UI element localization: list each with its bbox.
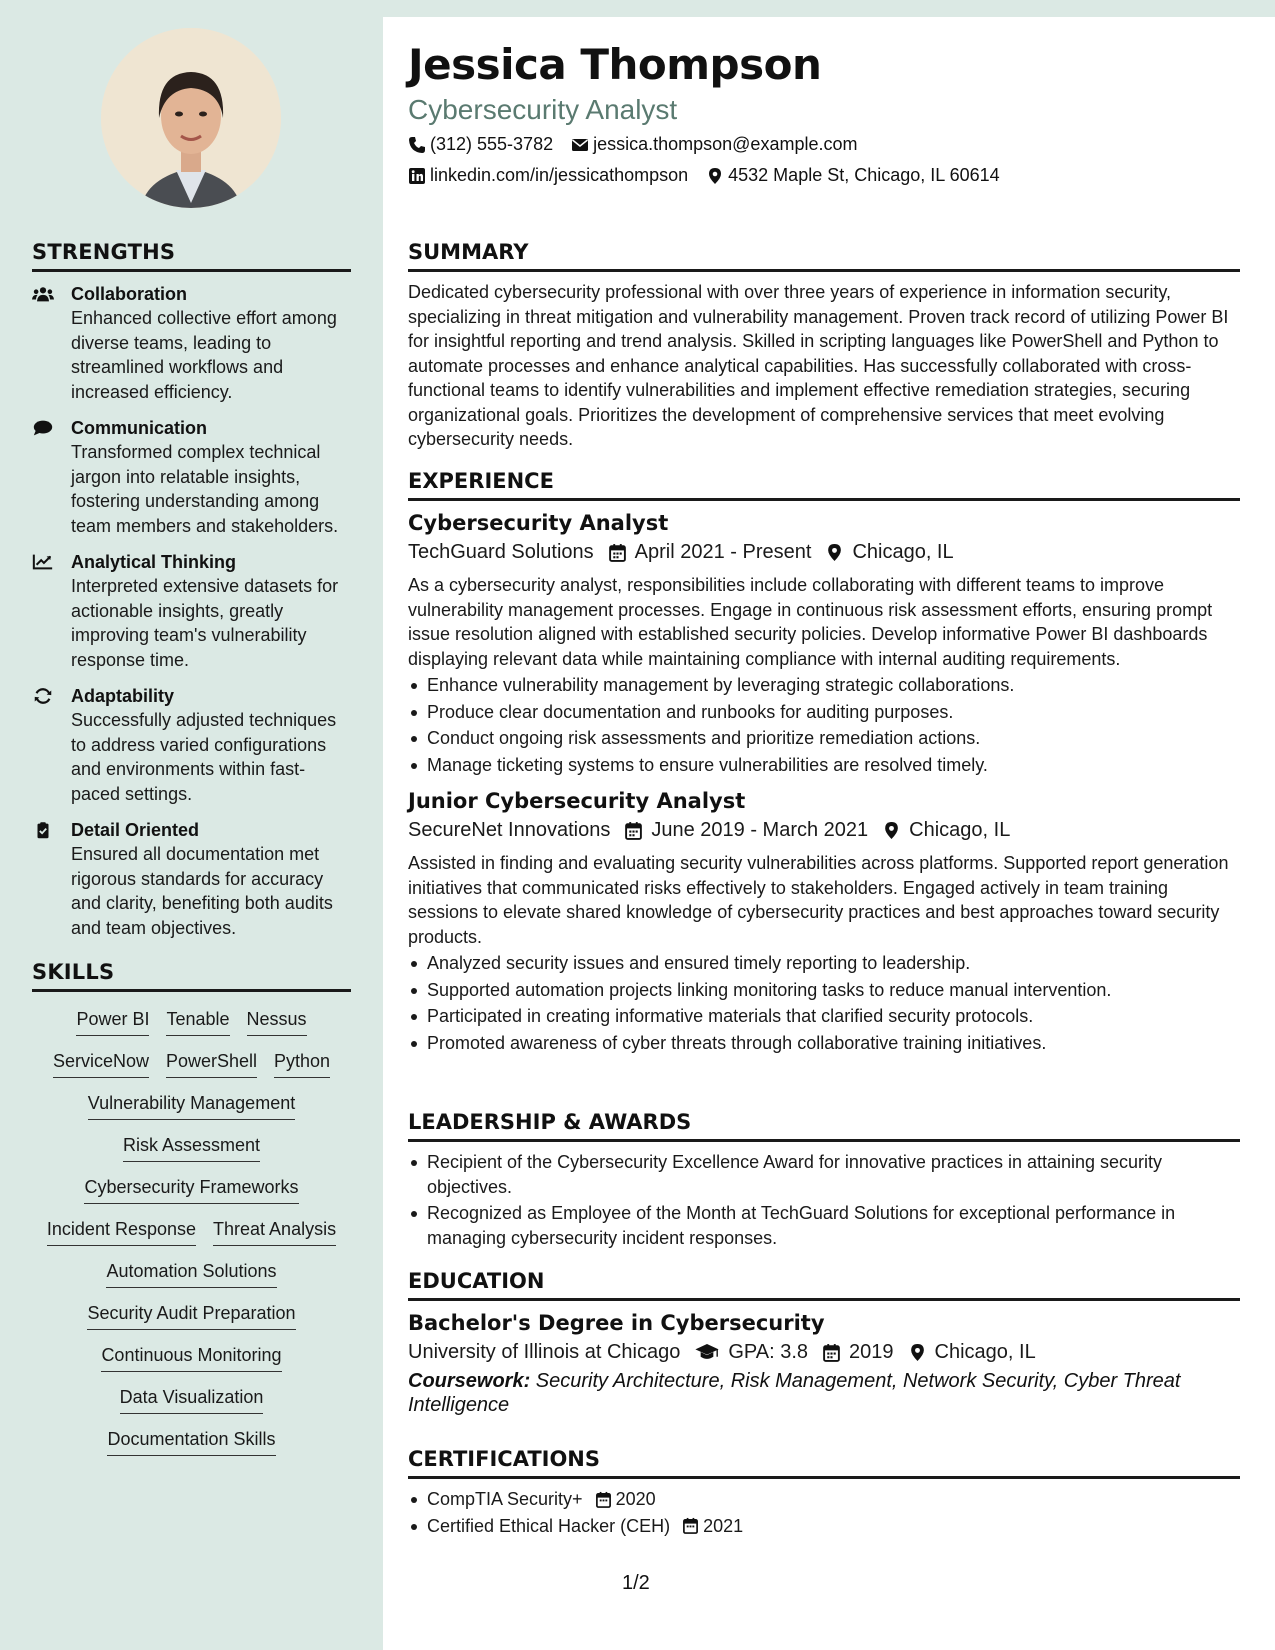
list-item bbox=[408, 1514, 1240, 1539]
list-item: Participated in creating informative materials that clarified security protocols. bbox=[408, 1004, 1240, 1029]
strength-item bbox=[32, 684, 351, 806]
experience-title: EXPERIENCE bbox=[408, 469, 1240, 501]
clipboard-check-icon bbox=[32, 818, 71, 940]
phone-icon bbox=[408, 136, 426, 154]
summary-title: SUMMARY bbox=[408, 240, 1240, 272]
skills-list bbox=[32, 1002, 351, 1456]
skill-tag: Data Visualization bbox=[120, 1386, 264, 1414]
strength-desc: Interpreted extensive datasets for actionable insights, greatly improving team's vulnerability response time. bbox=[71, 576, 339, 670]
list-item: Supported automation projects linking monitoring tasks to reduce manual intervention. bbox=[408, 978, 1240, 1003]
page-number: 1/2 bbox=[622, 1572, 650, 1594]
cert-name: Certified Ethical Hacker (CEH) bbox=[427, 1515, 671, 1536]
strength-item bbox=[32, 550, 351, 672]
sidebar-content bbox=[32, 240, 351, 1456]
sync-icon bbox=[32, 684, 71, 806]
strength-item bbox=[32, 282, 351, 404]
linkedin-text[interactable]: linkedin.com/in/jessicathompson bbox=[430, 165, 689, 185]
list-item: Analyzed security issues and ensured timely reporting to leadership. bbox=[408, 951, 1240, 976]
coursework-text: Security Architecture, Risk Management, Network Security, Cyber Threat Intelligence bbox=[408, 1370, 1181, 1416]
contact-row-1 bbox=[408, 134, 875, 155]
calendar-icon bbox=[822, 1343, 841, 1362]
strength-desc: Enhanced collective effort among diverse teams, leading to streamlined workflows and increased efficiency. bbox=[71, 308, 337, 402]
job-location bbox=[825, 537, 953, 567]
school-name: University of Illinois at Chicago bbox=[408, 1341, 681, 1363]
gpa bbox=[694, 1337, 808, 1367]
skill-tag: PowerShell bbox=[166, 1050, 257, 1078]
calendar-icon bbox=[595, 1491, 612, 1508]
skill-tag: ServiceNow bbox=[53, 1050, 149, 1078]
email-contact[interactable] bbox=[571, 134, 857, 155]
strength-title: Analytical Thinking bbox=[71, 552, 237, 572]
experience-section bbox=[408, 469, 1240, 1055]
job-meta bbox=[408, 537, 1240, 567]
list-item: Promoted awareness of cyber threats through collaborative training initiatives. bbox=[408, 1031, 1240, 1056]
address-text: 4532 Maple St, Chicago, IL 60614 bbox=[728, 165, 1000, 185]
coursework bbox=[408, 1369, 1240, 1417]
education-location bbox=[908, 1337, 1036, 1367]
job-bullets bbox=[408, 673, 1240, 777]
job-dates-text: June 2019 - March 2021 bbox=[651, 819, 869, 841]
map-marker-icon bbox=[825, 543, 844, 562]
job-company: TechGuard Solutions bbox=[408, 541, 594, 563]
skill-tag: Documentation Skills bbox=[107, 1428, 275, 1456]
strength-title: Adaptability bbox=[71, 686, 175, 706]
job-description: As a cybersecurity analyst, responsibilities include collaborating with different teams to improve vulnerability management processes. Engage in continuous risk assessment efforts, ensuring prompt issue resolution aligned with established security policies. Develop informative Power BI dashboards displaying relevant data while maintaining compliance with internal auditing requirements. bbox=[408, 575, 1213, 669]
job-title: Cybersecurity Analyst bbox=[408, 511, 669, 535]
skill-tag: Python bbox=[274, 1050, 330, 1078]
graduation-year bbox=[822, 1337, 894, 1367]
candidate-role: Cybersecurity Analyst bbox=[408, 94, 678, 125]
job-company: SecureNet Innovations bbox=[408, 819, 611, 841]
skill-tag: Automation Solutions bbox=[106, 1260, 276, 1288]
strength-item bbox=[32, 818, 351, 940]
strength-desc: Ensured all documentation met rigorous standards for accuracy and clarity, benefiting both audits and team objectives. bbox=[71, 844, 333, 938]
job-meta bbox=[408, 815, 1240, 845]
job-description: Assisted in finding and evaluating security vulnerabilities across platforms. Supported report generation initiatives that communicated risks effectively to stakeholders. Engaged actively in team training sessions to elevate shared knowledge of cybersecurity practices and best approaches toward security products. bbox=[408, 853, 1229, 947]
strength-title: Collaboration bbox=[71, 284, 187, 304]
contact-row-2 bbox=[408, 165, 1018, 186]
cert-name: CompTIA Security+ bbox=[427, 1489, 583, 1509]
list-item: Produce clear documentation and runbooks for auditing purposes. bbox=[408, 700, 1240, 725]
education-section bbox=[408, 1269, 1240, 1417]
skill-tag: Threat Analysis bbox=[213, 1218, 336, 1246]
chart-line-icon bbox=[32, 550, 71, 672]
phone-contact bbox=[408, 134, 553, 155]
calendar-icon bbox=[608, 543, 627, 562]
strength-title: Detail Oriented bbox=[71, 820, 200, 840]
calendar-icon bbox=[682, 1517, 699, 1534]
job-dates bbox=[624, 815, 868, 845]
job-location bbox=[882, 815, 1010, 845]
skill-tag: Cybersecurity Frameworks bbox=[84, 1176, 298, 1204]
map-marker-icon bbox=[706, 167, 724, 185]
cert-year: 2020 bbox=[615, 1489, 656, 1509]
coursework-label: Coursework: bbox=[408, 1370, 531, 1392]
skill-tag: Tenable bbox=[166, 1008, 229, 1036]
calendar-icon bbox=[624, 821, 643, 840]
certifications-title: CERTIFICATIONS bbox=[408, 1447, 1240, 1479]
certifications-list bbox=[408, 1487, 1240, 1538]
awards-section bbox=[408, 1110, 1240, 1250]
linkedin-contact[interactable] bbox=[408, 165, 688, 186]
summary-section bbox=[408, 240, 1240, 452]
list-item bbox=[408, 1487, 1240, 1512]
graduation-year-text: 2019 bbox=[849, 1341, 894, 1363]
email-text[interactable]: jessica.thompson@example.com bbox=[593, 134, 858, 154]
skill-tag: Power BI bbox=[76, 1008, 149, 1036]
strength-item bbox=[32, 416, 351, 538]
skill-tag: Vulnerability Management bbox=[88, 1092, 295, 1120]
users-icon bbox=[32, 282, 71, 404]
linkedin-icon bbox=[408, 167, 426, 185]
comment-icon bbox=[32, 416, 71, 538]
job-location-text: Chicago, IL bbox=[909, 819, 1011, 841]
skill-tag: Incident Response bbox=[47, 1218, 196, 1246]
address-contact bbox=[706, 165, 1000, 186]
awards-title: LEADERSHIP & AWARDS bbox=[408, 1110, 1240, 1142]
strength-desc: Transformed complex technical jargon into relatable insights, fostering understanding among team members and stakeholders. bbox=[71, 442, 339, 536]
list-item: Manage ticketing systems to ensure vulnerabilities are resolved timely. bbox=[408, 753, 1240, 778]
job-bullets bbox=[408, 951, 1240, 1055]
degree-title: Bachelor's Degree in Cybersecurity bbox=[408, 1311, 825, 1335]
list-item: Recipient of the Cybersecurity Excellence Award for innovative practices in attaining security objectives. bbox=[408, 1150, 1240, 1199]
envelope-icon bbox=[571, 136, 589, 154]
candidate-name: Jessica Thompson bbox=[408, 40, 822, 89]
strength-desc: Successfully adjusted techniques to address varied configurations and environments within fast-paced settings. bbox=[71, 710, 337, 804]
summary-text: Dedicated cybersecurity professional with over three years of experience in information security, specializing in threat mitigation and vulnerability management. Proven track record of utilizing Power BI for insightful reporting and trend analysis. Skilled in scripting languages like PowerShell and Python to automate processes and enhance analytical capabilities. Has successfully collaborated with cross-functional teams to identify vulnerabilities and implement effective remediation strategies, securing organizational goals. Prioritizes the development of comprehensive services that meet evolving cybersecurity needs. bbox=[408, 282, 1229, 449]
cert-year: 2021 bbox=[703, 1515, 744, 1536]
list-item: Conduct ongoing risk assessments and prioritize remediation actions. bbox=[408, 726, 1240, 751]
skills-title: SKILLS bbox=[32, 960, 351, 992]
job-dates bbox=[608, 537, 812, 567]
education-title: EDUCATION bbox=[408, 1269, 1240, 1301]
certifications-section bbox=[408, 1447, 1240, 1538]
job-entry bbox=[408, 509, 1240, 777]
skill-tag: Risk Assessment bbox=[123, 1134, 260, 1162]
map-marker-icon bbox=[882, 821, 901, 840]
phone-text: (312) 555-3782 bbox=[430, 134, 554, 154]
job-title: Junior Cybersecurity Analyst bbox=[408, 789, 746, 813]
skill-tag: Continuous Monitoring bbox=[101, 1344, 281, 1372]
list-item: Enhance vulnerability management by leveraging strategic collaborations. bbox=[408, 673, 1240, 698]
graduation-cap-icon bbox=[694, 1343, 720, 1362]
strength-title: Communication bbox=[71, 418, 208, 438]
job-dates-text: April 2021 - Present bbox=[634, 541, 812, 563]
education-meta bbox=[408, 1337, 1240, 1367]
strengths-title: STRENGTHS bbox=[32, 240, 351, 272]
skill-tag: Nessus bbox=[247, 1008, 307, 1036]
list-item: Recognized as Employee of the Month at TechGuard Solutions for exceptional performance in managing cybersecurity incident responses. bbox=[408, 1201, 1240, 1250]
job-entry bbox=[408, 787, 1240, 1055]
gpa-text: GPA: 3.8 bbox=[728, 1341, 809, 1363]
education-location-text: Chicago, IL bbox=[934, 1341, 1036, 1363]
profile-photo bbox=[101, 28, 281, 208]
job-location-text: Chicago, IL bbox=[852, 541, 954, 563]
skill-tag: Security Audit Preparation bbox=[87, 1302, 295, 1330]
map-marker-icon bbox=[908, 1343, 927, 1362]
awards-list bbox=[408, 1150, 1240, 1250]
